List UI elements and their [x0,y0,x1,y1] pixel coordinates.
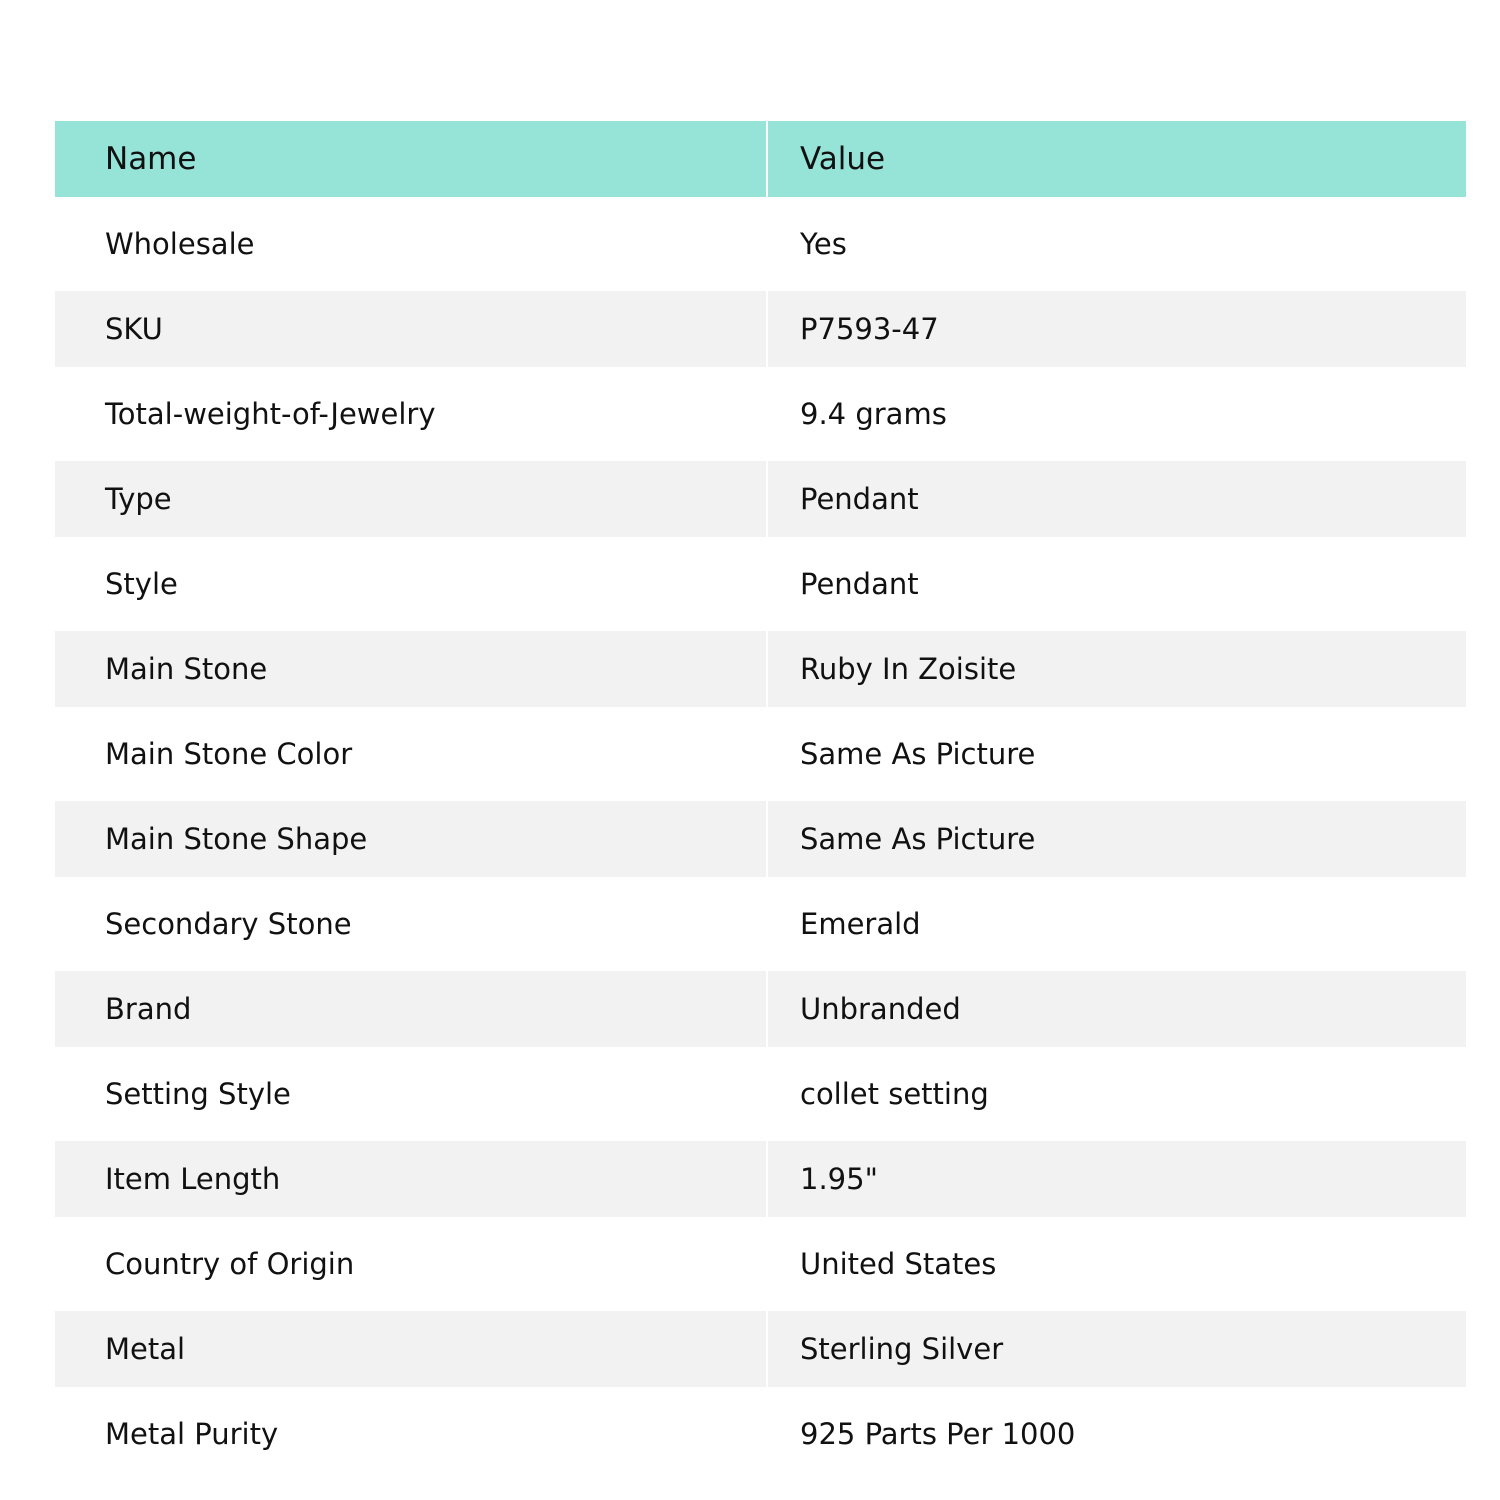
row-value: Pendant [767,537,1466,631]
row-name: Setting Style [55,1047,767,1141]
row-name: Item Length [55,1141,767,1217]
row-name: Brand [55,971,767,1047]
row-name: Main Stone [55,631,767,707]
row-value: Same As Picture [767,707,1466,801]
row-name: Style [55,537,767,631]
row-name: Main Stone Shape [55,801,767,877]
row-name: Secondary Stone [55,877,767,971]
table-row [55,367,1466,461]
table-row [55,877,1466,971]
table-row [55,291,1466,367]
row-name: Metal Purity [55,1387,767,1481]
table-row [55,971,1466,1047]
row-value: 925 Parts Per 1000 [767,1387,1466,1481]
table-row [55,1141,1466,1217]
table-row [55,197,1466,291]
table-row [55,1217,1466,1311]
table-row [55,537,1466,631]
table-row [55,1387,1466,1481]
table-header [55,121,1466,197]
row-name: Metal [55,1311,767,1387]
row-name: Main Stone Color [55,707,767,801]
row-name: SKU [55,291,767,367]
row-value: collet setting [767,1047,1466,1141]
table-row [55,1047,1466,1141]
row-value: Unbranded [767,971,1466,1047]
row-name: Country of Origin [55,1217,767,1311]
row-value: Same As Picture [767,801,1466,877]
table-row [55,1311,1466,1387]
row-value: Sterling Silver [767,1311,1466,1387]
row-name: Type [55,461,767,537]
row-value: Yes [767,197,1466,291]
row-name: Wholesale [55,197,767,291]
row-value: United States [767,1217,1466,1311]
row-name: Total-weight-of-Jewelry [55,367,767,461]
table-row [55,461,1466,537]
row-value: 1.95" [767,1141,1466,1217]
row-value: 9.4 grams [767,367,1466,461]
table-body [55,197,1466,1481]
header-row [55,121,1466,197]
header-value: Value [767,121,1466,197]
header-name: Name [55,121,767,197]
row-value: Ruby In Zoisite [767,631,1466,707]
table-row [55,631,1466,707]
specifications-table [55,121,1466,1481]
row-value: P7593-47 [767,291,1466,367]
row-value: Emerald [767,877,1466,971]
row-value: Pendant [767,461,1466,537]
table-row [55,707,1466,801]
table-row [55,801,1466,877]
